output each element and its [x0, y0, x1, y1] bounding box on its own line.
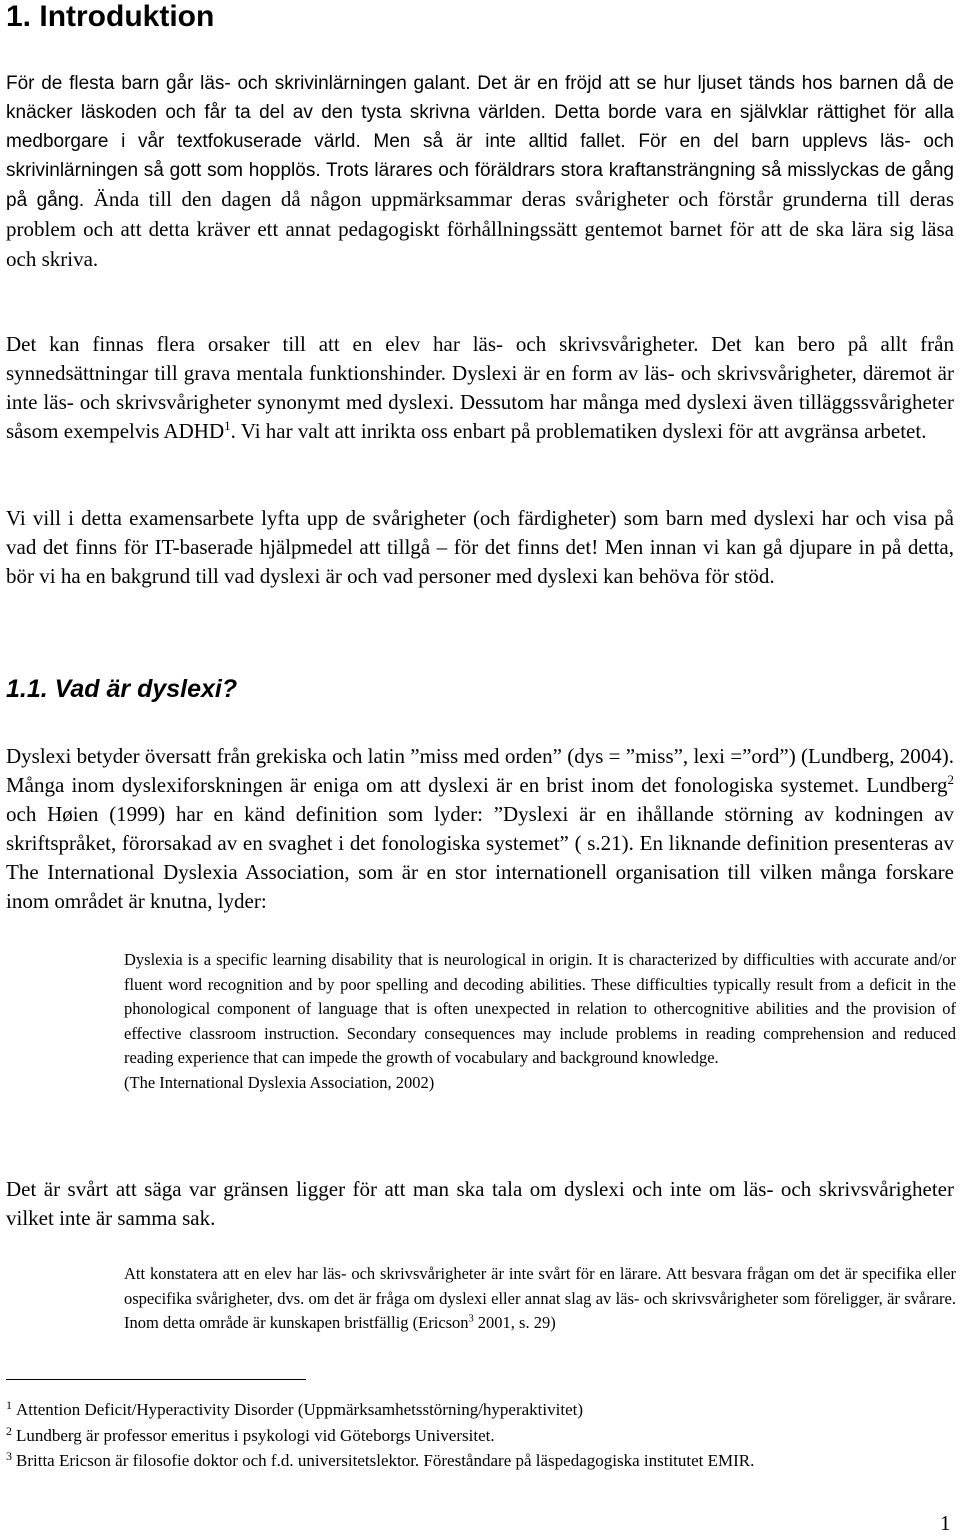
chapter-heading: 1. Introduktion — [6, 0, 215, 33]
intro-paragraph-1 — [6, 69, 954, 275]
footnote-1 — [6, 1395, 583, 1420]
block-quote-ericson — [124, 1262, 956, 1336]
intro-paragraph-1-text: För de flesta barn går läs- och skrivinlärningen galant. Det är en fröjd att se hur ljuset tänds hos barnen då de knäcker läskoden och får ta del av den tysta skrivna världen. Detta borde vara en självklar rättighet för alla medborgare i vår textfokuserade värld. Men så är inte alltid fallet. För en del barn upplevs läs- och skrivinlärningen så gott som hopplös. Trots lärares och föräldrars stora kraftansträngning så misslyckas de gång på gång. — [6, 73, 954, 211]
footnote-3 — [6, 1446, 754, 1471]
intro-paragraph-2-tail: . Vi har valt att inrikta oss enbart på problematiken dyslexi för att avgränsa arbetet. — [230, 419, 927, 443]
footnote-ref-2: 2 — [947, 772, 954, 787]
footnote-2-number: 2 — [6, 1424, 12, 1438]
intro-paragraph-3: Vi vill i detta examensarbete lyfta upp de svårigheter (och färdigheter) som barn med dyslexi har och visa på vad det finns för IT-baserade hjälpmedel att tillgå – för det finns det! Men innan vi kan gå djupare in på detta, bör vi ha en bakgrund till vad dyslexi är och vad personer med dyslexi kan behöva för stöd. — [6, 506, 954, 588]
block-quote-ericson-tail: 2001, s. 29) — [473, 1313, 556, 1332]
footnote-3-text: Britta Ericson är filosofie doktor och f.d. universitetslektor. Föreståndare på läspedagogiska institutet EMIR. — [16, 1451, 755, 1470]
block-quote-ida — [124, 948, 956, 1095]
section-paragraph-1-tail: och Høien (1999) har en känd definition som lyder: ”Dyslexi är en ihållande störning av kodningen av skriftspråket, förorsakad av en svaghet i det fonologiska systemet” ( s.21). En liknande definition presenteras av The International Dyslexia Association, som är en stor internationell organisation till vilken många forskare inom området är knutna, lyder: — [6, 802, 954, 913]
intro-paragraph-2 — [6, 330, 954, 446]
footnote-1-text: Attention Deficit/Hyperactivity Disorder (Uppmärksamhetsstörning/hyperaktivitet) — [16, 1400, 583, 1419]
footnote-3-number: 3 — [6, 1449, 12, 1463]
section-paragraph-2: Det är svårt att säga var gränsen ligger för att man ska tala om dyslexi och inte om läs- och skrivsvårigheter vilket inte är samma sak. — [6, 1177, 954, 1230]
footnote-2 — [6, 1421, 495, 1446]
page-number: 1 — [940, 1511, 951, 1535]
section-paragraph-1 — [6, 742, 954, 916]
footnote-1-number: 1 — [6, 1398, 12, 1412]
footnote-ref-3: 3 — [468, 1313, 474, 1325]
intro-paragraph-2-text: Det kan finnas flera orsaker till att en elev har läs- och skrivsvårigheter. Det kan bero på allt från synnedsättningar till grava mentala funktionshinder. Dyslexi är en form av läs- och skrivsvårigheter, däremot är inte läs- och skrivsvårigheter synonymt med dyslexi. Dessutom har många med dyslexi även tilläggssvårigheter såsom exempelvis ADHD — [6, 332, 954, 443]
block-quote-ida-text: Dyslexia is a specific learning disability that is neurological in origin. It is characterized by difficulties with accurate and/or fluent word recognition and by poor spelling and decoding abilities. These difficulties typically result from a deficit in the phonological component of language that is often unexpected in relation to othercognitive abilities and the provision of effective classroom instruction. Secondary consequences may include problems in reading comprehension and reduced reading experience that can impede the growth of vocabulary and background knowledge. — [124, 950, 956, 1067]
block-quote-ericson-text: Att konstatera att en elev har läs- och skrivsvårigheter är inte svårt för en lärare. Att besvara frågan om det är specifika eller ospecifika svårigheter, dvs. om det är fråga om dyslexi eller annat slag av läs- och skrivsvårigheter som föreligger, är svårare. Inom detta område är kunskapen bristfällig (Ericson — [124, 1264, 956, 1332]
section-paragraph-1-text: Dyslexi betyder översatt från grekiska och latin ”miss med orden” (dys = ”miss”, lexi =”ord”) (Lundberg, 2004). Många inom dyslexiforskningen är eniga om att dyslexi är en brist inom det fonologiska systemet. Lundberg — [6, 744, 954, 797]
footnote-2-text: Lundberg är professor emeritus i psykologi vid Göteborgs Universitet. — [16, 1426, 495, 1445]
intro-paragraph-1-continuation: Ända till den dagen då någon uppmärksammar deras svårigheter och förstår grunderna till deras problem och att detta kräver ett annat pedagogiskt förhållningssätt gentemot barnet för att de ska lära sig läsa och skriva. — [6, 187, 954, 271]
block-quote-ida-source: (The International Dyslexia Association, 2002) — [124, 1072, 435, 1092]
footnote-ref-1: 1 — [224, 418, 231, 433]
footnote-separator — [6, 1379, 306, 1380]
section-heading: 1.1. Vad är dyslexi? — [6, 675, 238, 703]
